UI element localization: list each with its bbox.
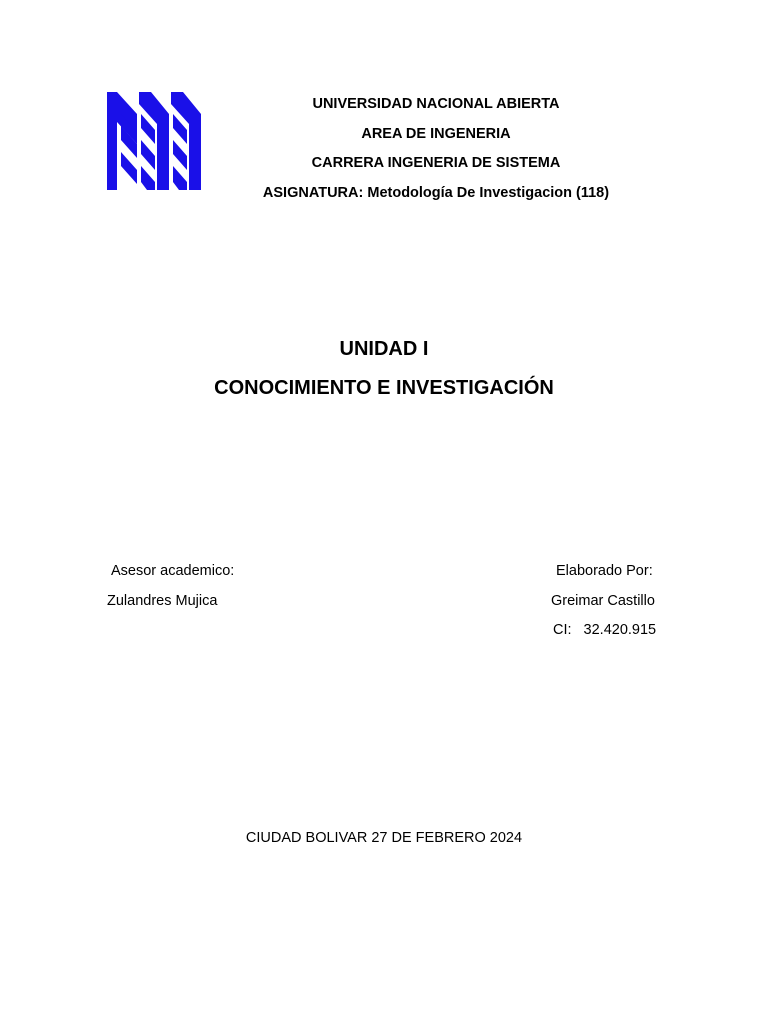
topic-title: CONOCIMIENTO E INVESTIGACIÓN (214, 377, 554, 399)
subject-value: Metodología De Investigacion (118) (367, 184, 610, 201)
institution-header (236, 90, 636, 208)
area-name: AREA DE INGENERIA (361, 125, 511, 142)
author-name: Greimar Castillo (551, 593, 655, 609)
career-name: CARRERA INGENERIA DE SISTEMA (311, 155, 561, 171)
advisor-label: Asesor academico: (111, 563, 235, 579)
author-label: Elaborado Por: (556, 563, 653, 579)
university-logo (107, 92, 201, 190)
author-id-label: CI: (553, 622, 572, 638)
unit-title: UNIDAD I (339, 338, 429, 360)
subject-line (236, 179, 636, 209)
subject-label: ASIGNATURA: (262, 184, 364, 201)
university-name: UNIVERSIDAD NACIONAL ABIERTA (312, 96, 560, 112)
author-id-value: 32.420.915 (583, 622, 657, 638)
logo-wave-middle (141, 114, 155, 190)
place-date: CIUDAD BOLIVAR 27 DE FEBRERO 2024 (245, 830, 523, 846)
advisor-name: Zulandres Mujica (107, 593, 218, 609)
logo-wave-right (173, 114, 187, 190)
author-id (553, 622, 656, 638)
